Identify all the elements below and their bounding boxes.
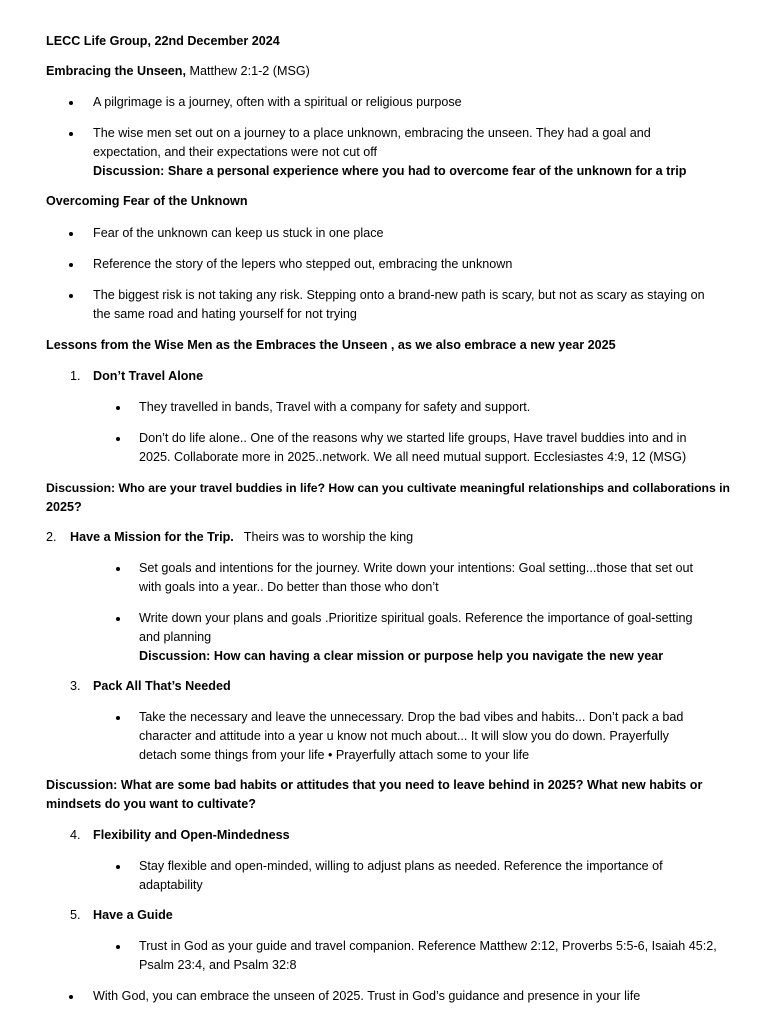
bullet-icon — [116, 865, 120, 869]
lesson-title: Flexibility and Open-Mindedness — [93, 828, 290, 842]
discussion-question: Discussion: What are some bad habits or attitudes that you need to leave behind in 2025? What new habits or — [46, 778, 703, 792]
lesson-title: Pack All That’s Needed — [93, 679, 231, 693]
list-item-continuation: adaptability — [139, 878, 203, 892]
list-number: 2. — [46, 530, 57, 544]
list-item-continuation: Psalm 23:4, and Psalm 32:8 — [139, 958, 297, 972]
list-item: Set goals and intentions for the journey. Write down your intentions: Goal setting...those that set out — [139, 561, 693, 575]
section-heading-lessons: Lessons from the Wise Men as the Embraces the Unseen , as we also embrace a new year 2025 — [46, 338, 616, 352]
bullet-icon — [116, 437, 120, 441]
lesson-title-line — [70, 528, 413, 547]
list-item-continuation: and planning — [139, 630, 212, 644]
list-number: 5. — [70, 908, 81, 922]
list-item-continuation: expectation, and their expectations were not cut off — [93, 145, 378, 159]
list-item: With God, you can embrace the unseen of 2025. Trust in God’s guidance and presence in your life — [93, 989, 641, 1003]
list-item: Write down your plans and goals .Prioritize spiritual goals. Reference the importance of goal-setting — [139, 611, 693, 625]
discussion-question-continuation: mindsets do you want to cultivate? — [46, 797, 256, 811]
bullet-icon — [69, 232, 73, 236]
bullet-icon — [69, 263, 73, 267]
list-item-continuation: the same road and hating yourself for not trying — [93, 307, 357, 321]
section-heading-bold: Embracing the Unseen, — [46, 64, 186, 78]
bullet-icon — [69, 101, 73, 105]
list-item: Trust in God as your guide and travel companion. Reference Matthew 2:12, Proverbs 5:5-6, Isaiah 45:2, — [139, 939, 717, 953]
list-item: Fear of the unknown can keep us stuck in one place — [93, 226, 384, 240]
section-heading-embracing — [46, 62, 310, 81]
bullet-icon — [116, 617, 120, 621]
bullet-icon — [116, 406, 120, 410]
bullet-icon — [116, 716, 120, 720]
bullet-icon — [116, 567, 120, 571]
list-item: A pilgrimage is a journey, often with a spiritual or religious purpose — [93, 95, 462, 109]
section-heading-reference: Matthew 2:1-2 (MSG) — [185, 64, 310, 78]
discussion-question-continuation: 2025? — [46, 500, 82, 514]
section-heading-fear: Overcoming Fear of the Unknown — [46, 194, 248, 208]
list-item-continuation: 2025. Collaborate more in 2025..network. We all need mutual support. Ecclesiastes 4:9, 12 (MSG) — [139, 450, 687, 464]
bullet-icon — [69, 132, 73, 136]
list-item-continuation: character and attitude into a year u know not much about... It will slow you do down. Prayerfully — [139, 729, 669, 743]
list-item-continuation: with goals into a year.. Do better than those who don’t — [139, 580, 439, 594]
list-number: 1. — [70, 369, 81, 383]
bullet-icon — [69, 294, 73, 298]
discussion-question: Discussion: Share a personal experience where you had to overcome fear of the unknown for a trip — [93, 164, 687, 178]
lesson-subtitle: Theirs was to worship the king — [243, 530, 414, 544]
lesson-title: Have a Mission for the Trip. — [70, 530, 234, 544]
list-item: Stay flexible and open-minded, willing to adjust plans as needed. Reference the importance of — [139, 859, 663, 873]
list-number: 3. — [70, 679, 81, 693]
lesson-title: Don’t Travel Alone — [93, 369, 204, 383]
list-item: Take the necessary and leave the unnecessary. Drop the bad vibes and habits... Don’t pack a bad — [139, 710, 684, 724]
bullet-icon — [116, 945, 120, 949]
list-item: Reference the story of the lepers who stepped out, embracing the unknown — [93, 257, 513, 271]
list-item: The wise men set out on a journey to a place unknown, embracing the unseen. They had a goal and — [93, 126, 651, 140]
discussion-question: Discussion: How can having a clear mission or purpose help you navigate the new year — [139, 649, 664, 663]
list-item-continuation: detach some things from your life • Prayerfully attach some to your life — [139, 748, 530, 762]
lesson-title: Have a Guide — [93, 908, 173, 922]
list-item: Don’t do life alone.. One of the reasons why we started life groups, Have travel buddies into and in — [139, 431, 687, 445]
document-title: LECC Life Group, 22nd December 2024 — [46, 34, 280, 48]
list-item: The biggest risk is not taking any risk. Stepping onto a brand-new path is scary, but not as scary as staying on — [93, 288, 705, 302]
list-item: They travelled in bands, Travel with a company for safety and support. — [139, 400, 531, 414]
discussion-question: Discussion: Who are your travel buddies in life? How can you cultivate meaningful relationships and collaborations in — [46, 481, 730, 495]
bullet-icon — [69, 995, 73, 999]
list-number: 4. — [70, 828, 81, 842]
